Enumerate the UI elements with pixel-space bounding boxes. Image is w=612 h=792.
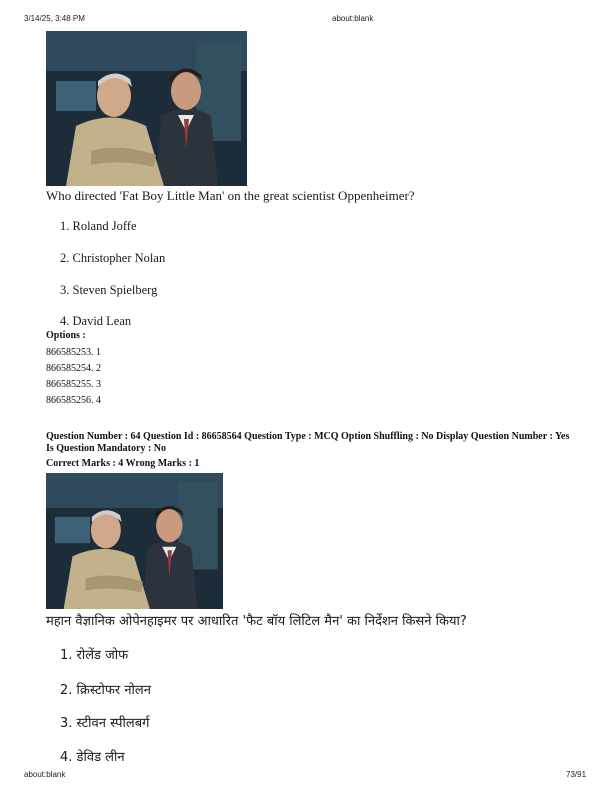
print-datetime: 3/14/25, 3:48 PM [24, 14, 85, 23]
question-text-hindi: महान वैज्ञानिक ओपेनहाइमर पर आधारित 'फैट बॉय लिटिल मैन' का निर्देशन किसने किया? [46, 614, 467, 629]
option-1: 1. Roland Joffe [60, 219, 137, 233]
option-id-4: 866585256. 4 [46, 395, 101, 406]
question-marks: Correct Marks : 4 Wrong Marks : 1 [46, 458, 200, 469]
options-label: Options : [46, 330, 86, 341]
film-still-photo [46, 473, 223, 609]
footer-url: about:blank [24, 770, 66, 779]
option-3-hindi: 3. स्टीवन स्पीलबर्ग [60, 716, 150, 731]
option-3: 3. Steven Spielberg [60, 283, 158, 297]
option-2: 2. Christopher Nolan [60, 251, 166, 265]
option-4: 4. David Lean [60, 314, 132, 328]
page-number: 73/91 [566, 770, 587, 779]
option-2-hindi: 2. क्रिस्टोफर नोलन [60, 683, 151, 698]
question-meta: Question Number : 64 Question Id : 86658564 Question Type : MCQ Option Shuffling : No Display Question Number : Yes Is Question Mandatory : No [46, 431, 570, 454]
film-still-photo [46, 31, 247, 186]
option-4-hindi: 4. डेविड लीन [60, 750, 125, 765]
option-id-3: 866585255. 3 [46, 379, 101, 390]
question-text: Who directed 'Fat Boy Little Man' on the great scientist Oppenheimer? [46, 188, 415, 203]
option-id-2: 866585254. 2 [46, 363, 101, 374]
option-1-hindi: 1. रोलेंड जोफ [60, 648, 129, 663]
option-id-1: 866585253. 1 [46, 347, 101, 358]
print-title: about:blank [332, 14, 374, 23]
